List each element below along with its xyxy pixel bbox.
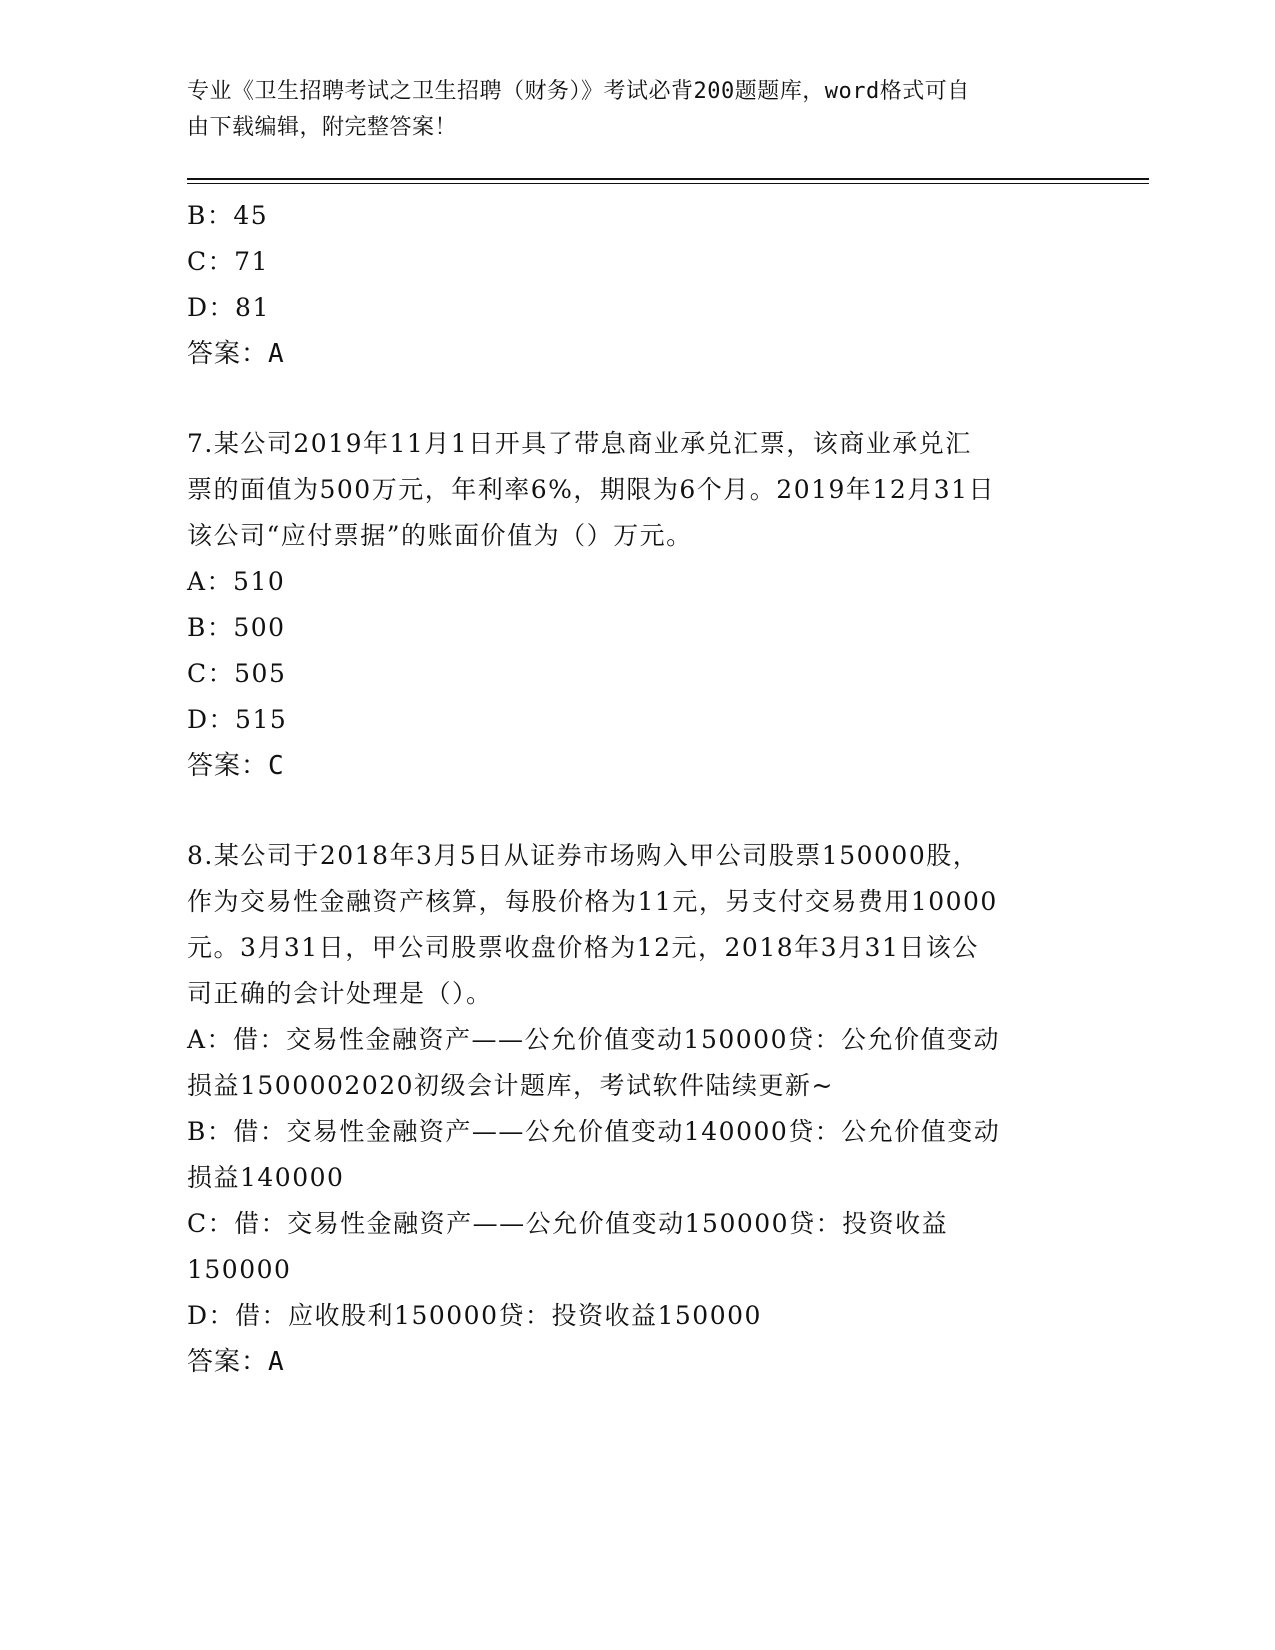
question-stem-line: 该公司“应付票据”的账面价值为（）万元。 — [187, 521, 693, 550]
header-line-1: 专业《卫生招聘考试之卫生招聘（财务）》考试必背200题题库，word格式可自 — [187, 79, 970, 104]
option-a: A：借：交易性金融资产——公允价值变动150000贷：公允价值变动 — [187, 1025, 1000, 1054]
option-b: B：500 — [187, 613, 286, 642]
spacer — [187, 789, 1087, 833]
option-c: C：71 — [187, 247, 269, 276]
question-stem-line: 元。3月31日，甲公司股票收盘价格为12元，2018年3月31日该公 — [187, 933, 979, 962]
option-d: D：515 — [187, 705, 288, 734]
question-8 — [187, 833, 1087, 1385]
document-header — [187, 74, 1077, 146]
header-divider-thin — [187, 183, 1149, 184]
question-6-continued — [187, 193, 1087, 377]
option-b: B：借：交易性金融资产——公允价值变动140000贷：公允价值变动 — [187, 1117, 1001, 1146]
spacer — [187, 377, 1087, 421]
question-stem-line: 司正确的会计处理是（）。 — [187, 979, 493, 1008]
option-a-continued: 损益1500002020初级会计题库，考试软件陆续更新~ — [187, 1071, 835, 1100]
option-d: D：81 — [187, 293, 270, 322]
document-body — [187, 193, 1087, 1385]
option-c: C：借：交易性金融资产——公允价值变动150000贷：投资收益 — [187, 1209, 949, 1238]
option-b: B：45 — [187, 201, 269, 230]
answer: 答案：A — [187, 339, 285, 369]
question-7 — [187, 421, 1087, 789]
option-c-continued: 150000 — [187, 1255, 292, 1284]
header-divider-thick — [187, 178, 1149, 180]
option-d: D：借：应收股利150000贷：投资收益150000 — [187, 1301, 762, 1330]
question-stem-line: 作为交易性金融资产核算，每股价格为11元，另支付交易费用10000 — [187, 887, 998, 916]
question-stem-line: 票的面值为500万元，年利率6%，期限为6个月。2019年12月31日 — [187, 475, 996, 504]
option-a: A：510 — [187, 567, 286, 596]
option-c: C：505 — [187, 659, 287, 688]
question-stem-line: 8.某公司于2018年3月5日从证券市场购入甲公司股票150000股， — [187, 841, 980, 870]
option-b-continued: 损益140000 — [187, 1163, 345, 1192]
question-stem-line: 7.某公司2019年11月1日开具了带息商业承兑汇票，该商业承兑汇 — [187, 429, 972, 458]
answer: 答案：A — [187, 1347, 285, 1377]
header-line-2: 由下载编辑，附完整答案！ — [187, 115, 458, 140]
answer: 答案：C — [187, 751, 285, 781]
